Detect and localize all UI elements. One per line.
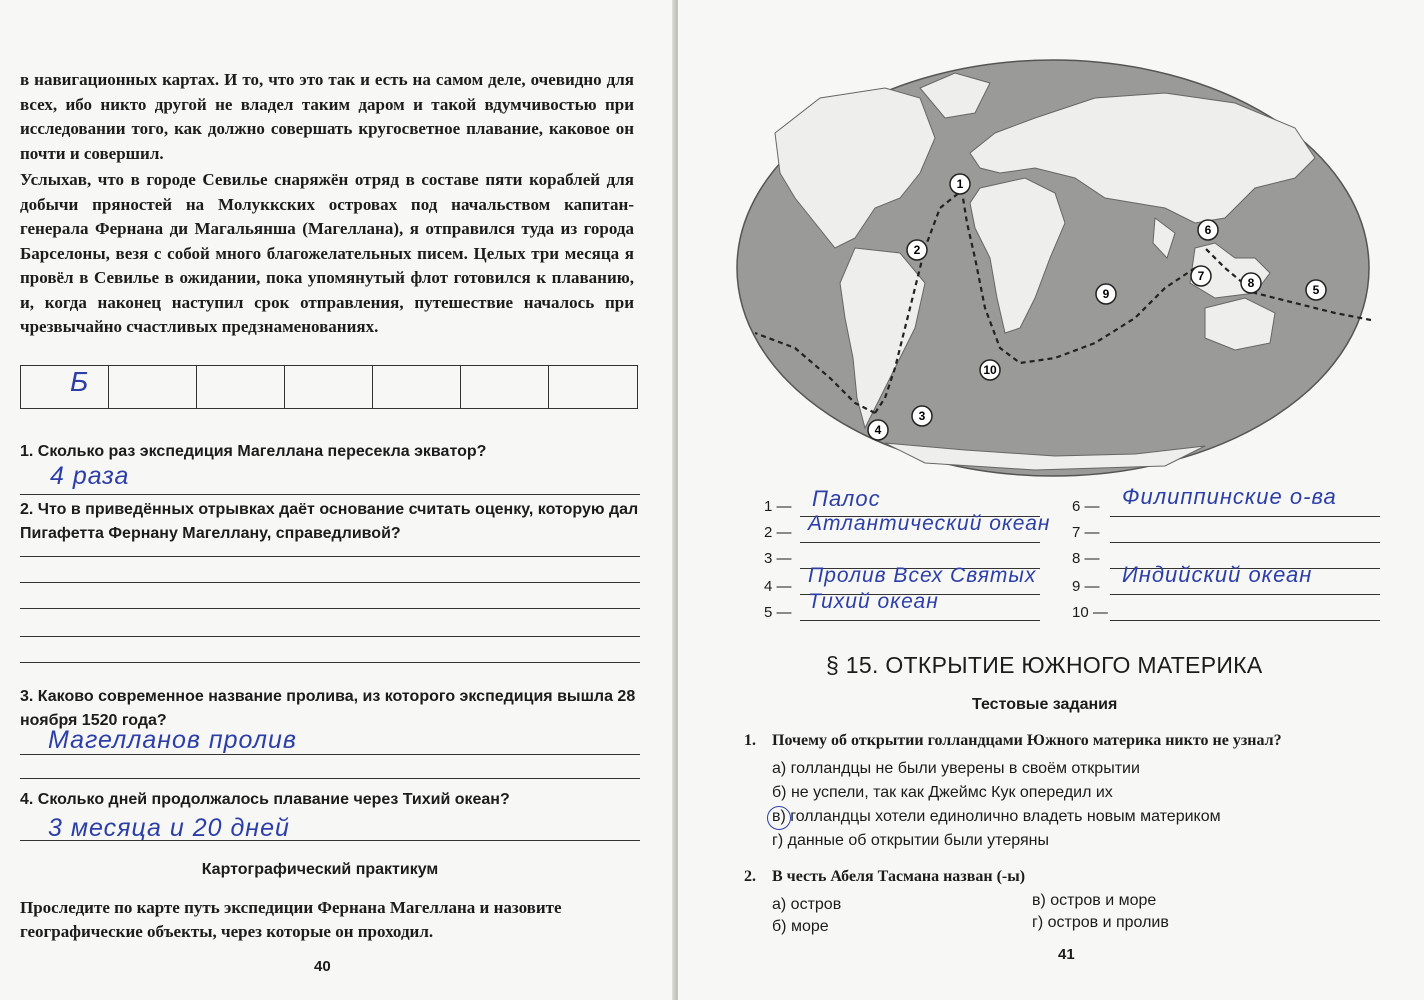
answer-number: 10 — (1072, 604, 1108, 621)
test-question-2-number: 2. (744, 868, 756, 885)
q2-option-c[interactable]: в) остров и море (1032, 892, 1157, 909)
map-label-6: 6 (1204, 223, 1212, 237)
map-answer-4: Пролив Всех Святых (808, 564, 1037, 587)
page-number-right: 41 (1058, 946, 1075, 963)
answer-number: 7 — (1072, 524, 1100, 541)
q1-option-b[interactable]: б) не успели, так как Джеймс Кук опередил их (772, 784, 1113, 801)
q2-option-a[interactable]: а) остров (772, 896, 842, 913)
grid-cell[interactable] (373, 366, 461, 408)
map-label-1: 1 (956, 177, 964, 191)
test-question-1: Почему об открытии голландцами Южного материка никто не узнал? (772, 732, 1282, 749)
question-4: 4. Сколько дней продолжалось плавание через Тихий океан? (20, 791, 510, 808)
grid-cell[interactable] (21, 366, 109, 408)
answer-4-handwritten: 3 месяца и 20 дней (48, 814, 290, 842)
answer-number: 9 — (1072, 578, 1100, 595)
answer-number: 8 — (1072, 550, 1100, 567)
q1-option-a[interactable]: а) голландцы не были уверены в своём открытии (772, 760, 1140, 777)
answer-number: 6 — (1072, 498, 1100, 515)
answer-number: 2 — (764, 524, 792, 541)
answer-line[interactable] (20, 754, 640, 755)
question-2: 2. Что в приведённых отрывках даёт основание считать оценку, которую дал Пигафетта Фернану Магеллану, справедливой? (20, 501, 639, 542)
answer-number: 4 — (764, 578, 792, 595)
test-question-1-number: 1. (744, 732, 756, 749)
map-label-2: 2 (913, 243, 921, 257)
answer-line[interactable] (1110, 594, 1380, 595)
map-label-9: 9 (1102, 287, 1110, 301)
map-label-3: 3 (918, 409, 926, 423)
map-answer-6: Филиппинские о-ва (1122, 484, 1337, 509)
map-answer-5: Тихий океан (808, 590, 939, 613)
grid-cell[interactable] (109, 366, 197, 408)
section-title: § 15. ОТКРЫТИЕ ЮЖНОГО МАТЕРИКА (826, 652, 1263, 678)
text-paragraph-2: Услыхав, что в городе Севилье снаряжён отряд в составе пяти кораблей для добычи пряностей на Молуккских островах под начальством капитан-генерала Фернана ди Магальянша (Магеллана), я отправился туда из города Барселоны, везя с собой много благожелательных писем. Целых три месяца я провёл в Севилье в ожидании, пока упомянутый флот готовился к плаванию, и, когда наконец наступил срок отправления, путешествие началось при чрезвычайно счастливых предзнаменованиях. (20, 170, 634, 336)
answer-grid[interactable] (20, 365, 638, 409)
left-page (0, 0, 678, 1000)
q1-option-c[interactable]: в) голландцы хотели единолично владеть новым материком (772, 808, 1221, 825)
map-label-8: 8 (1247, 276, 1255, 290)
world-map-svg (735, 58, 1371, 478)
test-question-2: В честь Абеля Тасмана назван (-ы) (772, 868, 1026, 885)
map-answer-1: Палос (812, 486, 881, 511)
answer-line[interactable] (20, 662, 640, 663)
grid-cell[interactable] (461, 366, 549, 408)
answer-3-handwritten: Магелланов пролив (48, 726, 297, 754)
world-map (735, 58, 1371, 478)
answer-number: 5 — (764, 604, 792, 621)
map-answer-2: Атлантический океан (808, 512, 1051, 535)
grid-cell[interactable] (197, 366, 285, 408)
map-label-10: 10 (983, 363, 997, 377)
grid-handwritten-answer: Б (70, 366, 90, 397)
q2-option-d[interactable]: г) остров и пролив (1032, 914, 1169, 931)
text-paragraph-1: в навигационных картах. И то, что это так и есть на самом деле, очевидно для всех, ибо никто другой не владел таким даром и такой вдумчивостью при исследовании того, как должно совершать кругосветное плавание, каковое он почти и совершил. (20, 70, 634, 163)
tests-title: Тестовые задания (972, 696, 1118, 713)
answer-line[interactable] (1110, 516, 1380, 517)
answer-line[interactable] (20, 778, 640, 779)
question-3: 3. Каково современное название пролива, из которого экспедиция вышла 28 ноября 1520 года? (20, 688, 636, 729)
answer-number: 3 — (764, 550, 792, 567)
answer-line[interactable] (20, 494, 640, 495)
answer-line[interactable] (20, 636, 640, 637)
grid-cell[interactable] (549, 366, 637, 408)
page-number-left: 40 (314, 958, 331, 975)
answer-line[interactable] (20, 608, 640, 609)
answer-line[interactable] (1110, 542, 1380, 543)
map-answer-9: Индийский океан (1122, 562, 1313, 587)
answer-line[interactable] (800, 620, 1040, 621)
q1-option-d[interactable]: г) данные об открытии были утеряны (772, 832, 1049, 849)
grid-cell[interactable] (285, 366, 373, 408)
map-label-7: 7 (1197, 269, 1205, 283)
answer-1-handwritten: 4 раза (50, 462, 130, 490)
answer-line[interactable] (1110, 620, 1380, 621)
answer-line[interactable] (800, 542, 1040, 543)
q2-option-b[interactable]: б) море (772, 918, 829, 935)
answer-line[interactable] (20, 840, 640, 841)
map-label-5: 5 (1312, 283, 1320, 297)
answer-line[interactable] (20, 556, 640, 557)
answer-line[interactable] (20, 582, 640, 583)
practicum-task: Проследите по карте путь экспедиции Фернана Магеллана и назовите географические объекты, через которые он проходил. (20, 898, 562, 941)
question-1: 1. Сколько раз экспедиция Магеллана пересекла экватор? (20, 443, 487, 460)
practicum-title: Картографический практикум (201, 861, 439, 878)
answer-number: 1 — (764, 498, 792, 515)
map-label-4: 4 (874, 423, 882, 437)
